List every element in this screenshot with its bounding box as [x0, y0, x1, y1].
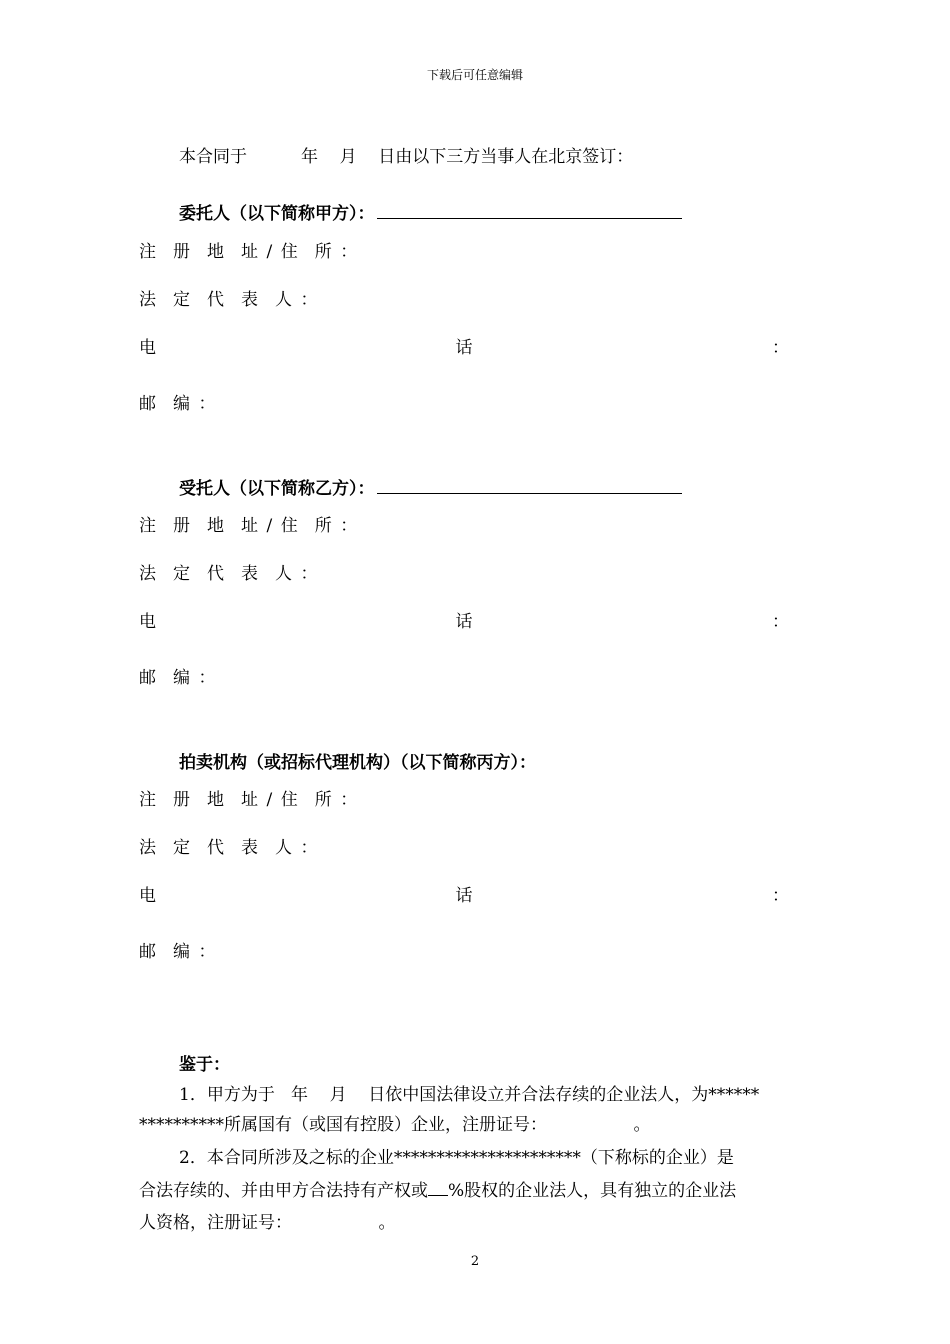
party-c-phone-label: 电 话 ： — [139, 886, 789, 906]
party-b-rep-label: 法 定 代 表 人 ： — [139, 564, 318, 584]
party-a-title: 委托人（以下简称甲方）： — [179, 204, 375, 224]
whereas-clause-2-line-2: 合法存续的、并由甲方合法持有产权或 %股权的企业法人，具有独立的企业法 — [139, 1181, 737, 1201]
party-b-address-label: 注 册 地 址 / 住 所 ： — [139, 516, 358, 536]
party-b-phone-label: 电 话 ： — [139, 612, 789, 632]
page-header: 下载后可任意编辑 — [426, 68, 523, 82]
party-a-zip-label: 邮 编 ： — [139, 394, 216, 414]
whereas-clause-2-line-3: 人资格，注册证号： 。 — [139, 1213, 396, 1233]
party-b-name-blank[interactable] — [377, 475, 682, 494]
party-b-title: 受托人（以下简称乙方）： — [179, 479, 375, 499]
party-b-heading — [179, 474, 682, 499]
party-a-name-blank[interactable] — [377, 200, 682, 219]
whereas-clause-2-line-1: 2．本合同所涉及之标的企业**********************（下称标的企业）是 — [179, 1148, 734, 1168]
page-number: 2 — [470, 1254, 480, 1269]
whereas-clause-1-line-2: **********所属国有（或国有控股）企业，注册证号： 。 — [139, 1115, 651, 1135]
party-c-address-label: 注 册 地 址 / 住 所 ： — [139, 790, 358, 810]
whereas-clause-1-line-1: 1．甲方为于 年 月 日依中国法律设立并合法存续的企业法人，为****** — [179, 1085, 760, 1105]
party-a-phone-label: 电 话 ： — [139, 338, 789, 358]
party-a-address-label: 注 册 地 址 / 住 所 ： — [139, 242, 358, 262]
party-a-rep-label: 法 定 代 表 人 ： — [139, 290, 318, 310]
party-c-title: 拍卖机构（或招标代理机构）（以下简称丙方）： — [179, 753, 536, 773]
share-percent-blank[interactable] — [428, 1179, 448, 1196]
intro-sentence: 本合同于 年 月 日由以下三方当事人在北京签订： — [179, 147, 634, 167]
whereas-title: 鉴于： — [179, 1055, 230, 1075]
party-a-heading — [179, 199, 682, 224]
party-c-rep-label: 法 定 代 表 人 ： — [139, 838, 318, 858]
party-b-zip-label: 邮 编 ： — [139, 668, 216, 688]
party-c-zip-label: 邮 编 ： — [139, 942, 216, 962]
